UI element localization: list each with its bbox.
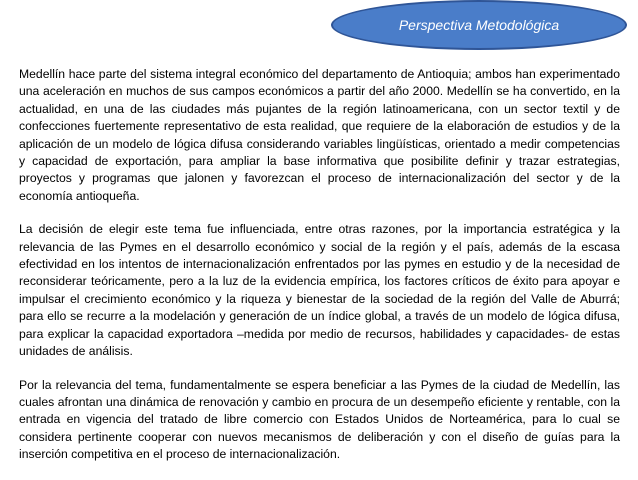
document-body [19, 66, 620, 480]
paragraph-2: La decisión de elegir este tema fue influenciada, entre otras razones, por la importancia estratégica y la relevancia de las Pymes en el desarrollo económico y social de la región y el país, además de la escasa efectividad en los intentos de internacionalización enfrentados por las pymes en estudio y de la necesidad de reconsiderar teóricamente, pero a la luz de la evidencia empírica, los factores críticos de éxito para apoyar e impulsar el crecimiento económico y la riqueza y bienestar de la sociedad de la región del Valle de Aburrá; para ello se recurre a la modelación y generación de un índice global, a través de un modelo de lógica difusa, para explicar la capacidad exportadora –medida por medio de recursos, habilidades y capacidades- de estas unidades de análisis. [19, 222, 620, 359]
page-title: Perspectiva Metodológica [398, 17, 560, 33]
paragraph-3: Por la relevancia del tema, fundamentalmente se espera beneficiar a las Pymes de la ciudad de Medellín, las cuales afrontan una dinámica de renovación y cambio en procura de un desempeño eficiente y rentable, con la entrada en vigencia del tratado de libre comercio con Estados Unidos de Norteamérica, para lo cual se considera pertinente cooperar con nuevos mecanismos de deliberación y con el diseño de guías para la inserción competitiva en el proceso de internacionalización. [19, 377, 620, 462]
paragraph-1: Medellín hace parte del sistema integral económico del departamento de Antioquia; ambos han experimentado una aceleración en muchos de sus campos económicos a partir del año 2000. Medellín se ha convertido, en la actualidad, en una de las ciudades más pujantes de la región latinoamericana, con un sector textil y de confecciones fuertemente representativo de esta realidad, que requiere de la elaboración de estudios y de la aplicación de un modelo de lógica difusa considerando variables lingüísticas, orientado a medir competencias y capacidad de exportación, para ampliar la base informativa que posibilite definir y trazar estrategias, proyectos y programas que jalonen y favorezcan el proceso de internacionalización del sector y de la economía antioqueña. [19, 67, 620, 203]
title-banner [331, 0, 627, 50]
